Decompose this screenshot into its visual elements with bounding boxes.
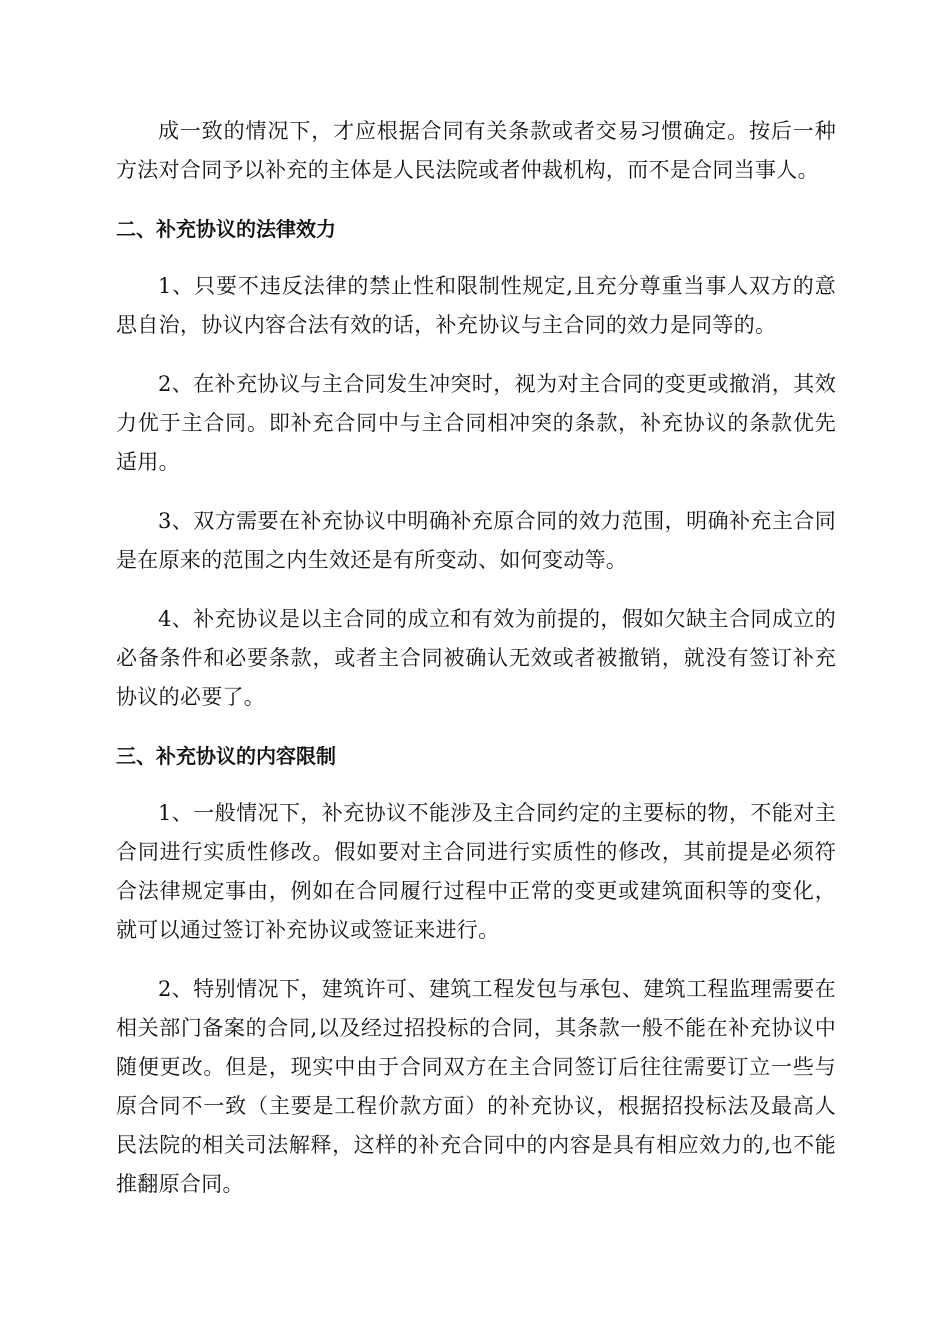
section-3-heading: 三、补充协议的内容限制	[116, 744, 336, 768]
section-3-paragraph-1: 1、一般情况下，补充协议不能涉及主合同约定的主要标的物，不能对主合同进行实质性修改。假如要对主合同进行实质性的修改，其前提是必须符合法律规定事由，例如在合同履行过程中正常的变更或建筑面积等的变化，就可以通过签订补充协议或签证来进行。	[116, 801, 836, 942]
intro-paragraph: 成一致的情况下，才应根据合同有关条款或者交易习惯确定。按后一种方法对合同予以补充的主体是人民法院或者仲裁机构，而不是合同当事人。	[116, 119, 836, 182]
section-2-paragraph-1: 1、只要不违反法律的禁止性和限制性规定,且充分尊重当事人双方的意思自治，协议内容合法有效的话，补充协议与主合同的效力是同等的。	[116, 274, 836, 337]
section-2-heading: 二、补充协议的法律效力	[116, 217, 336, 241]
section-2-paragraph-4: 4、补充协议是以主合同的成立和有效为前提的，假如欠缺主合同成立的必备条件和必要条款，或者主合同被确认无效或者被撤销，就没有签订补充协议的必要了。	[116, 607, 836, 709]
document-page	[116, 112, 836, 1224]
section-2-paragraph-2: 2、在补充协议与主合同发生冲突时，视为对主合同的变更或撤消，其效力优于主合同。即补充合同中与主合同相冲突的条款，补充协议的条款优先适用。	[116, 372, 836, 474]
section-2-paragraph-3: 3、双方需要在补充协议中明确补充原合同的效力范围，明确补充主合同是在原来的范围之内生效还是有所变动、如何变动等。	[116, 509, 836, 572]
section-3-paragraph-2: 2、特别情况下，建筑许可、建筑工程发包与承包、建筑工程监理需要在相关部门备案的合同,以及经过招投标的合同，其条款一般不能在补充协议中随便更改。但是，现实中由于合同双方在主合同签订后往往需要订立一些与原合同不一致（主要是工程价款方面）的补充协议，根据招投标法及最高人民法院的相关司法解释，这样的补充合同中的内容是具有相应效力的,也不能推翻原合同。	[116, 977, 836, 1196]
